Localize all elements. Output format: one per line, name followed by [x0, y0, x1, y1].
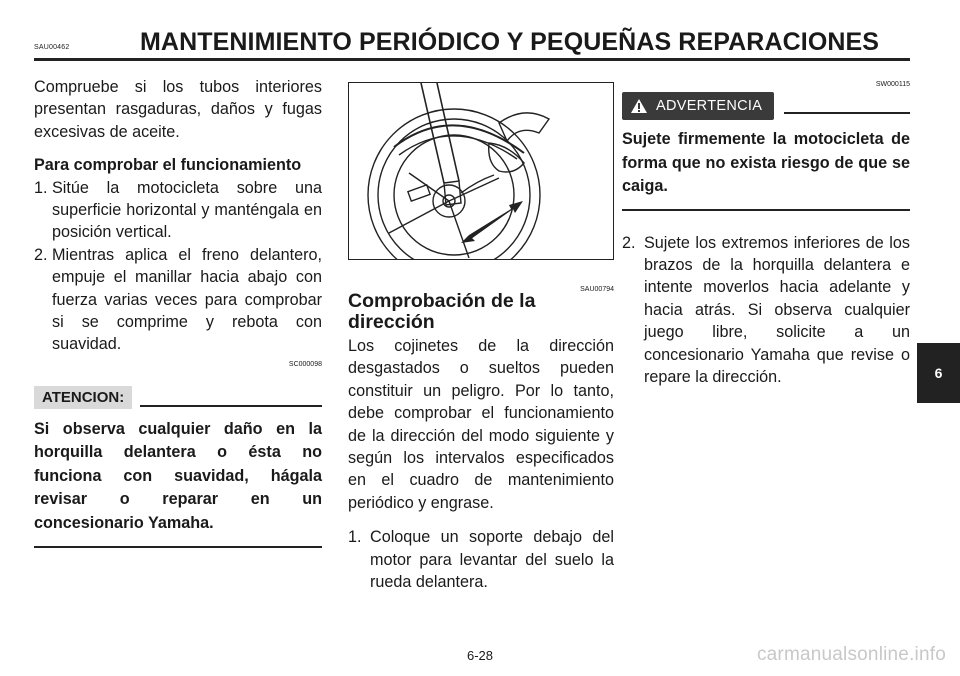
header-code: SAU00462: [34, 44, 70, 51]
list-item-number: 1.: [34, 178, 48, 197]
list-item-number: 1.: [348, 528, 362, 547]
section-title: Comprobación de la dirección: [348, 290, 536, 333]
caution-text: Si observa cualquier daño en la horquilla delantera o ésta no funciona con suavidad, hágala revisar o reparar en un concesionario Yamaha.: [34, 419, 322, 532]
list-item-number: 2.: [34, 245, 48, 264]
watermark: carmanualsonline.info: [756, 644, 946, 665]
warning-triangle-icon: [630, 98, 648, 114]
warning-end-rule: [622, 209, 910, 211]
list-item: [348, 526, 614, 593]
list-item-text: Sitúe la motocicleta sobre una superficie horizontal y manténgala en posición vertical.: [52, 178, 322, 242]
caution-end-rule: [34, 546, 322, 548]
header-rule: [34, 58, 910, 61]
list-item: [34, 177, 322, 244]
steering-paragraph: Los cojinetes de la dirección desgastados o sueltos pueden constituir un peligro. Por lo tanto, debe comprobar el funcionamiento de la dirección del modo siguiente y según los intervalos especificados en el cuadro de mantenimiento periódico y engrase.: [348, 337, 614, 512]
list-item-number: 2.: [622, 233, 636, 252]
section-code: SAU00794: [580, 286, 614, 293]
page-number: 6-28: [466, 648, 494, 663]
intro-paragraph: Compruebe si los tubos interiores presentan rasgaduras, daños y fugas excesivas de aceite.: [34, 78, 322, 141]
caution-rule: [140, 405, 322, 407]
fork-wheel-illustration: [348, 82, 614, 260]
caution-header: [34, 386, 322, 409]
warning-rule: [784, 112, 910, 114]
caution-code: SC000098: [288, 360, 322, 368]
warning-code: SW000115: [875, 81, 910, 88]
warning-header: [622, 92, 910, 120]
column-2: [348, 82, 614, 593]
warning-label: ADVERTENCIA: [656, 98, 763, 114]
page-title: MANTENIMIENTO PERIÓDICO Y PEQUEÑAS REPARACIONES: [140, 28, 880, 56]
list-item-text: Sujete los extremos inferiores de los brazos de la horquilla delantera e intente moverlos hacia adelante y hacia atrás. Si observa cualquier juego libre, solicite a un concesionario Yamaha que revise o repare la dirección.: [644, 233, 910, 387]
column-3: [622, 80, 910, 388]
caution-label: ATENCION:: [34, 386, 132, 409]
front-wheel-drawing: [349, 83, 613, 259]
chapter-tab: 6: [917, 343, 960, 403]
list-item: [622, 232, 910, 389]
list-item-text: Coloque un soporte debajo del motor para levantar del suelo la rueda delantera.: [370, 528, 614, 592]
warning-text: Sujete firmemente la motocicleta de forma que no exista riesgo de que se caiga.: [622, 130, 910, 196]
column-1: [34, 76, 322, 548]
check-heading: Para comprobar el funcionamiento: [34, 156, 302, 175]
list-item: [34, 244, 322, 356]
warning-badge: [622, 92, 774, 120]
list-item-text: Mientras aplica el freno delantero, empuje el manillar hacia abajo con fuerza varias veces para comprobar si se comprime y rebota con suavidad.: [52, 245, 322, 354]
